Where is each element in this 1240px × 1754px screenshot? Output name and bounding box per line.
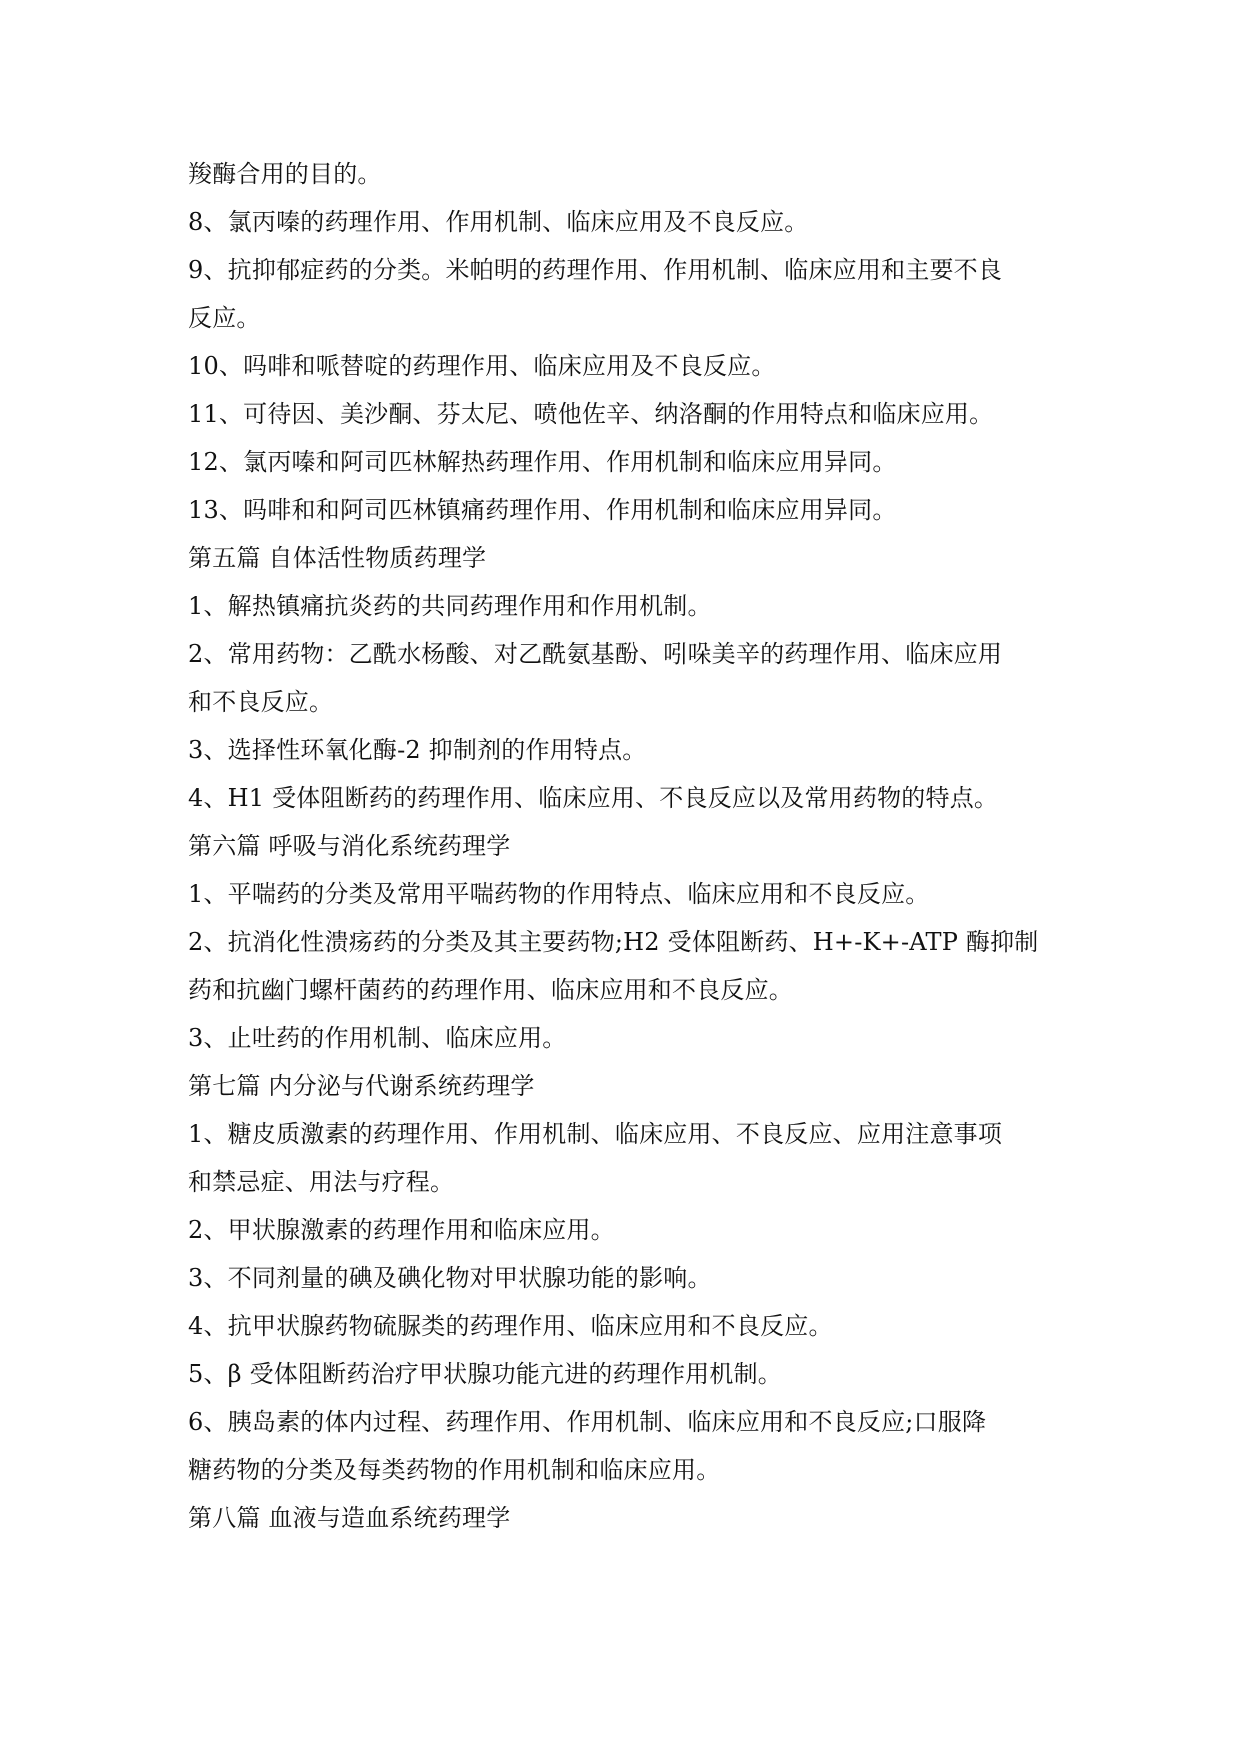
text-line: 糖药物的分类及每类药物的作用机制和临床应用。 bbox=[188, 1456, 721, 1484]
section-heading: 第六篇 呼吸与消化系统药理学 bbox=[188, 832, 511, 860]
section-heading: 第五篇 自体活性物质药理学 bbox=[188, 544, 487, 572]
list-item: 4、抗甲状腺药物硫脲类的药理作用、临床应用和不良反应。 bbox=[188, 1312, 833, 1340]
list-item: 2、常用药物：乙酰水杨酸、对乙酰氨基酚、吲哚美辛的药理作用、临床应用 bbox=[188, 640, 1003, 668]
list-item: 3、选择性环氧化酶-2 抑制剂的作用特点。 bbox=[188, 736, 647, 764]
list-item: 9、抗抑郁症药的分类。米帕明的药理作用、作用机制、临床应用和主要不良 bbox=[188, 256, 1003, 284]
list-item: 1、平喘药的分类及常用平喘药物的作用特点、临床应用和不良反应。 bbox=[188, 880, 930, 908]
list-item: 12、氯丙嗪和阿司匹林解热药理作用、作用机制和临床应用异同。 bbox=[188, 448, 897, 476]
list-item: 13、吗啡和和阿司匹林镇痛药理作用、作用机制和临床应用异同。 bbox=[188, 496, 897, 524]
list-item: 10、吗啡和哌替啶的药理作用、临床应用及不良反应。 bbox=[188, 352, 776, 380]
list-item: 1、解热镇痛抗炎药的共同药理作用和作用机制。 bbox=[188, 592, 712, 620]
list-item: 6、胰岛素的体内过程、药理作用、作用机制、临床应用和不良反应;口服降 bbox=[188, 1408, 987, 1436]
list-item: 3、止吐药的作用机制、临床应用。 bbox=[188, 1024, 567, 1052]
list-item: 11、可待因、美沙酮、芬太尼、喷他佐辛、纳洛酮的作用特点和临床应用。 bbox=[188, 400, 994, 428]
text-line: 羧酶合用的目的。 bbox=[188, 160, 382, 188]
text-line: 反应。 bbox=[188, 304, 261, 332]
text-line: 和不良反应。 bbox=[188, 688, 334, 716]
list-item: 5、β 受体阻断药治疗甲状腺功能亢进的药理作用机制。 bbox=[188, 1360, 782, 1388]
text-line: 药和抗幽门螺杆菌药的药理作用、临床应用和不良反应。 bbox=[188, 976, 793, 1004]
list-item: 4、H1 受体阻断药的药理作用、临床应用、不良反应以及常用药物的特点。 bbox=[188, 784, 999, 812]
document-body bbox=[188, 150, 1048, 1542]
list-item: 3、不同剂量的碘及碘化物对甲状腺功能的影响。 bbox=[188, 1264, 712, 1292]
section-heading: 第七篇 内分泌与代谢系统药理学 bbox=[188, 1072, 535, 1100]
section-heading: 第八篇 血液与造血系统药理学 bbox=[188, 1504, 511, 1532]
list-item: 2、甲状腺激素的药理作用和临床应用。 bbox=[188, 1216, 615, 1244]
list-item: 8、氯丙嗪的药理作用、作用机制、临床应用及不良反应。 bbox=[188, 208, 809, 236]
list-item: 2、抗消化性溃疡药的分类及其主要药物;H2 受体阻断药、H+-K+-ATP 酶抑制 bbox=[188, 928, 1039, 956]
list-item: 1、糖皮质激素的药理作用、作用机制、临床应用、不良反应、应用注意事项 bbox=[188, 1120, 1003, 1148]
text-line: 和禁忌症、用法与疗程。 bbox=[188, 1168, 455, 1196]
